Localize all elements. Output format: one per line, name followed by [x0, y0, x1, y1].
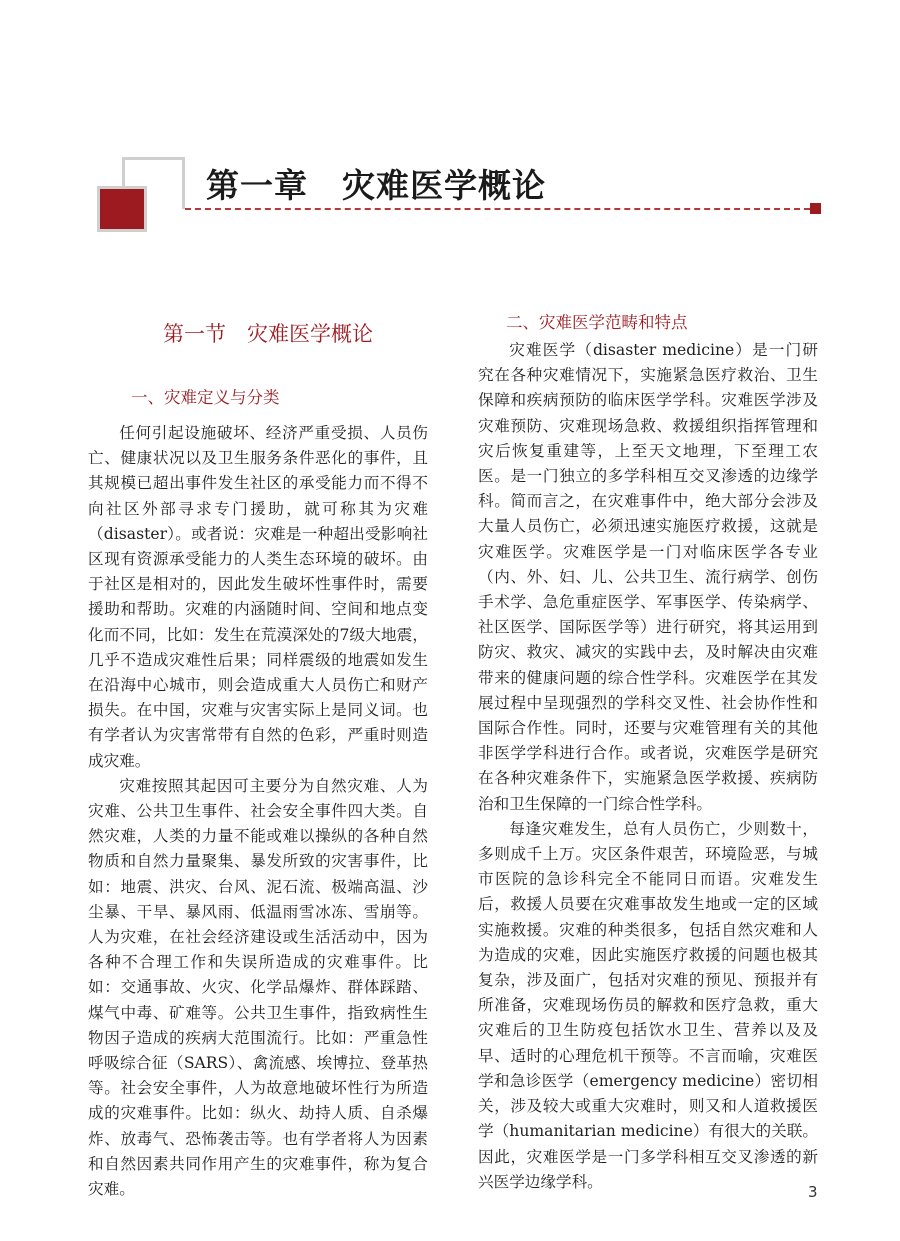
paragraph: 任何引起设施破坏、经济严重受损、人员伤亡、健康状况以及卫生服务条件恶化的事件，且其规模已超出事件发生社区的承受能力而不得不向社区外部寻求专门援助，就可称其为灾难（disaster）。或者说：灾难是一种超出受影响社区现有资源承受能力的人类生态环境的破坏。由于社区是相对的，因此发生破坏性事件时，需要援助和帮助。灾难的内涵随时间、空间和地点变化而不同，比如：发生在荒漠深处的7级大地震，几乎不造成灾难性后果；同样震级的地震如发生在沿海中心城市，则会造成重大人员伤亡和财产损失。在中国，灾难与灾害实际上是同义词。也有学者认为灾害常带有自然的色彩，严重时则造成灾难。	[88, 424, 428, 770]
chapter-dashed-rule	[185, 208, 810, 210]
paragraph: 每逢灾难发生，总有人员伤亡，少则数十，多则成千上万。灾区条件艰苦，环境险恶，与城市医院的急诊科完全不能同日而语。灾难发生后，救援人员要在灾难事故发生地或一定的区域实施救援。灾难的种类很多，包括自然灾难和人为造成的灾难，因此实施医疗救援的问题也极其复杂，涉及面广，包括对灾难的预见、预报并有所准备，灾难现场伤员的解救和医疗急救，重大灾难后的卫生防疫包括饮水卫生、营养以及及早、适时的心理危机干预等。不言而喻，灾难医学和急诊医学（emergency medicine）密切相关，涉及较大或重大灾难时，则又和人道救援医学（humanitarian medicine）有很大的关联。因此，灾难医学是一门多学科相互交叉渗透的新兴医学边缘学科。	[478, 819, 818, 1191]
left-column	[88, 421, 428, 1202]
chapter-title: 第一章 灾难医学概论	[206, 166, 546, 205]
right-column	[478, 338, 818, 1195]
paragraph: 灾难按照其起因可主要分为自然灾难、人为灾难、公共卫生事件、社会安全事件四大类。自然灾难，人类的力量不能或难以操纵的各种自然物质和自然力量聚集、暴发所致的灾害事件，比如：地震、洪灾、台风、泥石流、极端高温、沙尘暴、干旱、暴风雨、低温雨雪冰冻、雪崩等。人为灾难，在社会经济建设或生活活动中，因为各种不合理工作和失误所造成的灾难事件。比如：交通事故、火灾、化学品爆炸、群体踩踏、煤气中毒、矿难等。公共卫生事件，指致病性生物因子造成的疾病大范围流行。比如：严重急性呼吸综合征（SARS）、禽流感、埃博拉、登革热等。社会安全事件，人为故意地破坏性行为所造成的灾难事件。比如：纵火、劫持人质、自杀爆炸、放毒气、恐怖袭击等。也有学者将人为因素和自然因素共同作用产生的灾难事件，称为复合灾难。	[88, 776, 428, 1199]
section-title: 第一节 灾难医学概论	[163, 322, 373, 346]
paragraph: 灾难医学（disaster medicine）是一门研究在各种灾难情况下，实施紧急医疗救治、卫生保障和疾病预防的临床医学学科。灾难医学涉及灾难预防、灾难现场急救、救援组织指挥管理和灾后恢复重建等，上至天文地理，下至理工农医。是一门独立的多学科相互交叉渗透的边缘学科。简而言之，在灾难事件中，绝大部分会涉及大量人员伤亡，必须迅速实施医疗救援，这就是灾难医学。灾难医学是一门对临床医学各专业（内、外、妇、儿、公共卫生、流行病学、创伤手术学、急危重症医学、军事医学、传染病学、社区医学、国际医学等）进行研究，将其运用到防灾、救灾、减灾的实践中去，及时解决由灾难带来的健康问题的综合性学科。灾难医学在其发展过程中呈现强烈的学科交叉性、社会协作性和国际合作性。同时，还要与灾难管理有关的其他非医学学科进行合作。或者说，灾难医学是研究在各种灾难条件下，实施紧急医学救援、疾病防治和卫生保障的一门综合性学科。	[478, 341, 818, 813]
chapter-decoration-square	[97, 186, 147, 232]
subsection-heading-1: 一、灾难定义与分类	[131, 388, 280, 407]
subsection-heading-2: 二、灾难医学范畴和特点	[506, 313, 688, 332]
page-number: 3	[808, 1183, 818, 1201]
chapter-decoration-edge	[182, 157, 185, 209]
rule-end-square	[810, 203, 821, 214]
